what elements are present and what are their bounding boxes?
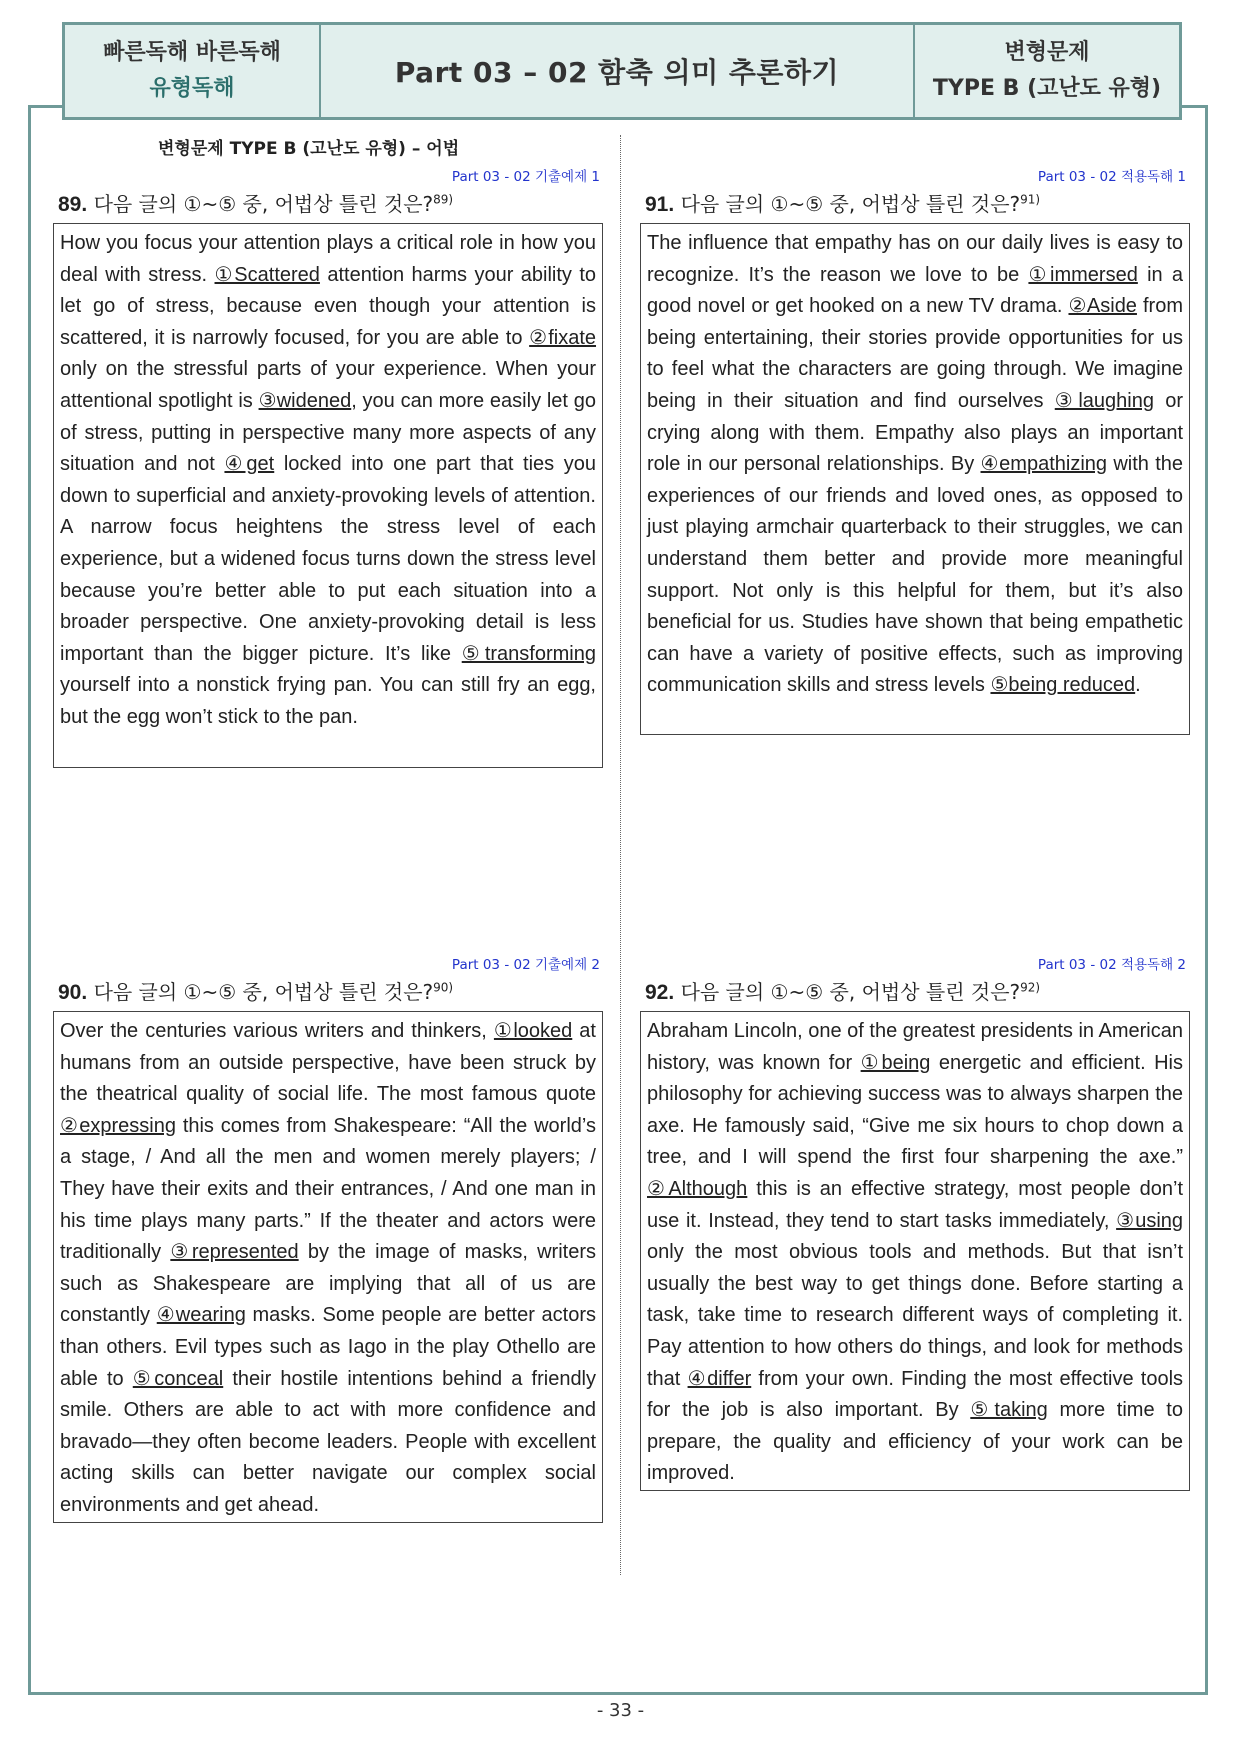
passage-box <box>640 223 1190 735</box>
header-book-name: 빠른독해 바른독해 <box>103 40 281 65</box>
underlined-choice: ②Aside <box>1068 295 1137 318</box>
page-header <box>62 22 1182 120</box>
passage-text: masks. Some people are better actors than others. Evil types such as Iago in the play Othello are able to <box>60 1304 597 1390</box>
underlined-choice: ⑤conceal <box>132 1367 224 1390</box>
passage-text: this comes from Shakespeare: “All the world’s a stage, / And all the men and women merely players; / They have their exits and their entrances, / And one man in his time plays many parts.” If the theater and actors were traditionally <box>60 1114 596 1264</box>
question-footnote: 90) <box>433 980 454 995</box>
underlined-choice: ②expressing <box>60 1114 176 1137</box>
question-footnote: 92) <box>1020 980 1041 995</box>
header-problem-type <box>915 25 1179 117</box>
section-subheading: 변형문제 TYPE B (고난도 유형) – 어법 <box>158 139 460 159</box>
question-prompt: 다음 글의 ①~⑤ 중, 어법상 틀린 것은? <box>680 192 1021 216</box>
question-source: Part 03 - 02 기출예제 2 <box>451 957 600 973</box>
passage-text: Abraham Lincoln, one of the greatest presidents in American history, was known for <box>647 1020 1183 1074</box>
underlined-choice: ⑤transforming <box>461 642 596 665</box>
question-number: 89. <box>58 193 88 216</box>
passage-text: Over the centuries various writers and thinkers, <box>60 1020 494 1042</box>
header-book-type: 유형독해 <box>149 76 235 101</box>
passage-text: . <box>1135 674 1141 697</box>
header-type-detail: TYPE B (고난도 유형) <box>932 76 1162 101</box>
passage-text: their hostile intentions behind a friendly smile. Others are able to act with more confidence and bravado—they often become leaders. People with excellent acting skills can better navigate our complex social environments and get ahead. <box>60 1367 597 1516</box>
underlined-choice: ②Although <box>647 1177 748 1200</box>
question-source: Part 03 - 02 적용독해 1 <box>1037 169 1186 185</box>
question-number: 92. <box>645 981 675 1004</box>
question-title <box>58 188 453 217</box>
passage-box <box>53 1011 603 1523</box>
underlined-choice: ③laughing <box>1054 389 1154 412</box>
passage-text: from being entertaining, their stories provide opportunities for us to feel what the characters are going through. We imagine being in their situation and find ourselves <box>647 295 1183 412</box>
passage-text: attention harms your ability to let go of stress, because even though your attention is scattered, it is narrowly focused, for you are able to <box>60 263 596 349</box>
question-number: 90. <box>58 981 88 1004</box>
underlined-choice: ②fixate <box>529 326 597 349</box>
underlined-choice: ①looked <box>493 1020 573 1042</box>
underlined-choice: ④empathizing <box>980 453 1108 476</box>
passage-box <box>640 1011 1190 1491</box>
underlined-choice: ⑤being reduced <box>990 674 1136 697</box>
header-book-title <box>65 25 321 117</box>
question-footnote: 91) <box>1020 192 1041 207</box>
question-title <box>645 976 1040 1005</box>
passage-text: , you can more easily let go of stress, putting in perspective many more aspects of any situation and not <box>60 389 596 476</box>
underlined-choice: ③represented <box>170 1241 299 1264</box>
underlined-choice: ⑤taking <box>970 1399 1048 1422</box>
passage-text: only on the stressful parts of your experience. When your attentional spotlight is <box>60 358 596 412</box>
underlined-choice: ③widened <box>258 389 352 412</box>
passage-text: by the image of masks, writers such as Shakespeare are implying that all of us are constantly <box>60 1241 596 1327</box>
passage-text: The influence that empathy has on our daily lives is easy to recognize. It’s the reason we love to be <box>647 232 1183 286</box>
question-source: Part 03 - 02 기출예제 1 <box>451 169 600 185</box>
passage-text: at humans from an outside perspective, have been struck by the theatrical quality of social life. The most famous quote <box>60 1020 596 1106</box>
passage-text: more time to prepare, the quality and efficiency of your work can be improved. <box>647 1399 1183 1485</box>
underlined-choice: ①immersed <box>1028 263 1138 286</box>
underlined-choice: ④wearing <box>156 1304 246 1327</box>
question-footnote: 89) <box>433 192 454 207</box>
passage-text: How you focus your attention plays a critical role in how you deal with stress. <box>60 232 596 286</box>
page-number: - 33 - <box>596 1700 645 1721</box>
passage-text: this is an effective strategy, most people don’t use it. Instead, they tend to start tasks immediately, <box>647 1177 1184 1232</box>
header-type-label: 변형문제 <box>1004 40 1090 65</box>
passage-text: only the most obvious tools and methods. But that isn’t usually the best way to get things done. Before starting a task, take time to research different ways of completing it. Pay attention to how others do things, and look for methods that <box>647 1241 1183 1390</box>
question-source: Part 03 - 02 적용독해 2 <box>1037 957 1186 973</box>
column-divider <box>620 135 621 1575</box>
passage-text: with the experiences of our friends and loved ones, as opposed to just playing armchair quarterback to their struggles, we can understand them better and provide more meaningful support. Not only is this helpful for them, but it’s also beneficial for us. Studies have shown that being empathetic can have a variety of positive effects, such as improving communication skills and stress levels <box>647 453 1183 697</box>
underlined-choice: ④differ <box>687 1367 752 1390</box>
question-prompt: 다음 글의 ①~⑤ 중, 어법상 틀린 것은? <box>680 980 1021 1004</box>
question-prompt: 다음 글의 ①~⑤ 중, 어법상 틀린 것은? <box>93 980 434 1004</box>
question-number: 91. <box>645 193 675 216</box>
passage-text: energetic and efficient. His philosophy for achieving success was to always sharpen the axe. He famously said, “Give me six hours to chop down a tree, and I will spend the first four sharpening the axe.” <box>647 1051 1183 1169</box>
question-title <box>58 976 453 1005</box>
underlined-choice: ④get <box>224 453 275 476</box>
header-chapter-title: Part 03 – 02 함축 의미 추론하기 <box>321 25 915 117</box>
question-prompt: 다음 글의 ①~⑤ 중, 어법상 틀린 것은? <box>93 192 434 216</box>
passage-text: locked into one part that ties you down to superficial and anxiety-provoking levels of attention. A narrow focus heightens the stress level of each experience, but a widened focus turns down the stress level because you’re better able to put each situation into a broader perspective. One anxiety-provoking detail is less important than the bigger picture. It’s like <box>60 453 597 665</box>
underlined-choice: ①Scattered <box>214 263 320 286</box>
passage-text: or crying along with them. Empathy also plays an important role in our personal relationships. By <box>647 389 1183 476</box>
question-title <box>645 188 1040 217</box>
underlined-choice: ③using <box>1116 1209 1184 1232</box>
passage-text: from your own. Finding the most effective tools for the job is also important. By <box>647 1367 1184 1422</box>
passage-text: in a good novel or get hooked on a new TV drama. <box>647 263 1183 318</box>
underlined-choice: ①being <box>860 1051 931 1074</box>
passage-box <box>53 223 603 768</box>
passage-text: yourself into a nonstick frying pan. You can still fry an egg, but the egg won’t stick to the pan. <box>60 674 596 728</box>
